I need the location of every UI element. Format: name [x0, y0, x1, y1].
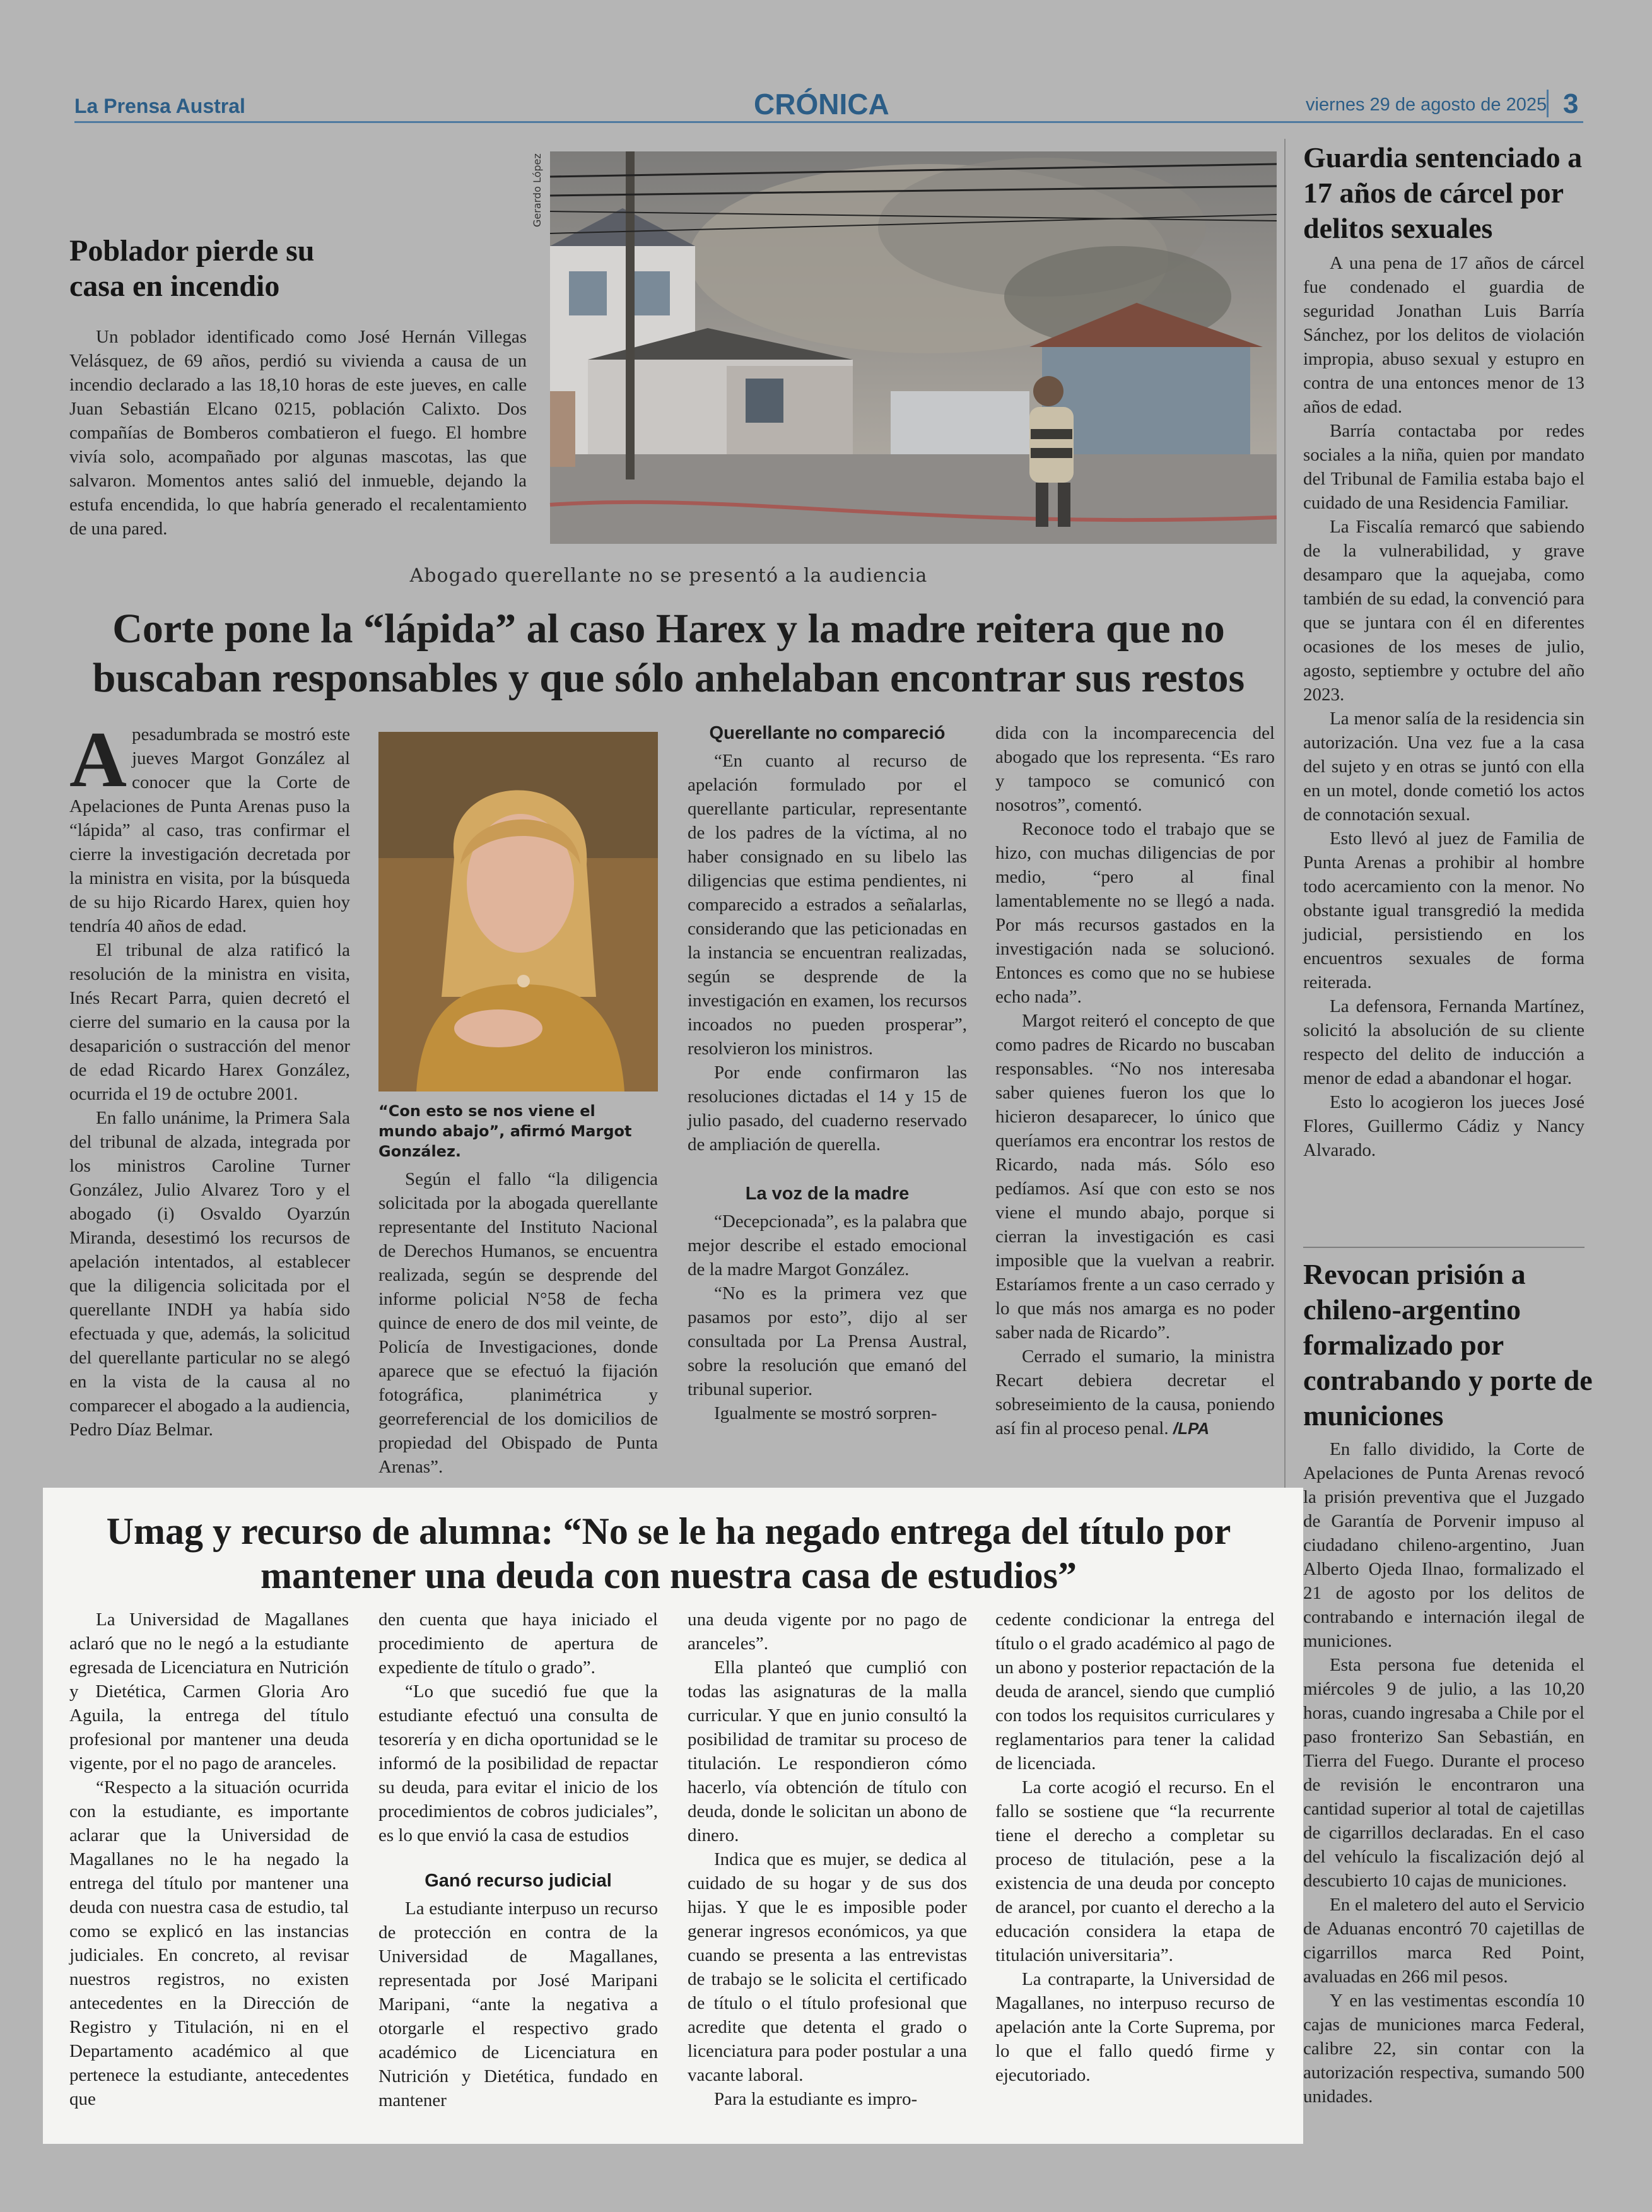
page-number: 3 [1563, 88, 1579, 119]
smuggling-headline: Revocan prisión a chileno-argentino formalizado por contrabando y porte de municiones [1303, 1258, 1593, 1432]
main-col1: Apesadumbrada se mostró este jueves Margot González al conocer que la Corte de Apelaciones de Punta Arenas puso la “lápida” al caso, tras confirmar el cierre la investigación decretada por la ministra en visita, por la búsqueda de su hijo Ricardo Harex, quien hoy tendría 40 años de edad. El tribunal de alza ratificó la resolución de la ministra en visita, Inés Recart Parra, quien decretó el cierre del sumario en la causa por la desaparición o sustracción del menor de edad Ricardo Harex González, ocurrida el 19 de octubre 2001. En fallo unánime, la Primera Sala del tribunal de alzada, integrada por los ministros Caroline Turner González, Julio Alvarez Toro y el abogado (i) Osvaldo Oyarzún Miranda, desestimó los recursos de apelación intentados, al establecer que la diligencia solicitada por el querellante INDH ya había sido efectuada y que, además, la solicitud del querellante particular no se alegó en la vista de la causa al no comparecer el abogado a la audiencia, Pedro Díaz Belmar. [69, 716, 350, 1440]
guard-body: A una pena de 17 años de cárcel fue condenado el guardia de seguridad Jonathan Luis Barría Sánchez, por los delitos de violación impropia, abuso sexual y estupro en contra de una entonces menor de 13 años de edad. Barría contactaba por redes sociales a la niña, quien por mandato del Tribunal de Familia estaba bajo el cuidado de una Residencia Familiar. La Fiscalía remarcó que sabiendo de la vulnerabilidad, y grave desamparo que la aquejaba, como también de su edad, la convenció para que se juntara con él en diferentes ocasiones de los meses de julio, agosto, septiembre y octubre del año 2023. La menor salía de la residencia sin autorización. Una vez fue a la casa del sujeto y en otras se juntó con ella en un motel, donde cometió los actos de connotación sexual. Esto llevó al juez de Familia de Punta Arenas a prohibir al hombre todo acercamiento con la menor. No obstante igual transgredió la medida judicial, persistiendo en los encuentros sexuales de forma reiterada. La defensora, Fernanda Martínez, solicitó la absolución de su cliente respecto del delito de inducción a menor de edad a abandonar el hogar. Esto lo acogieron los jueces José Flores, Guillermo Cádiz y Nancy Alvarado. [1303, 253, 1585, 1160]
publication-name: La Prensa Austral [74, 95, 245, 117]
umag-col4: cedente condicionar la entrega del título o el grado académico al pago de un abono y posterior repactación de la deuda de arancel, siendo que cumplió con todos los requisitos curriculares y reglamentarios para tener la calidad de licenciada. La corte acogió el recurso. En el fallo se sostiene que “la recurrente tiene el derecho a completar su proceso de titulación, pese a la existencia de una deuda por concepto de arancel, por cuanto el derecho a la educación considera la etapa de titulación universitaria”. La contraparte, la Universidad de Magallanes, no interpuso recurso de apelación ante la Corte Suprema, por lo que el fallo quedó firme y ejecutoriado. [995, 1609, 1275, 2085]
umag-col1: La Universidad de Magallanes aclaró que no le negó a la estudiante egresada de Licenciatura en Nutrición y Dietética, Carmen Gloria Aro Aguila, la entrega del título profesional por mantener una deuda vigente, por el no pago de aranceles. “Respecto a la situación ocurrida con la estudiante, es importante aclarar que la Universidad de Magallanes no le ha negado la entrega del título por mantener una deuda con nuestra casa de estudio, tal como se explicó en las instancias judiciales. En concreto, al revisar nuestros registros, no existen antecedentes en la Dirección de Registro y Titulación, ni en el Departamento académico al que pertenece la estudiante, antecedentes que [69, 1609, 349, 2109]
byline-signature: /LPA [1173, 1419, 1210, 1438]
main-kicker: Abogado querellante no se presentó a la audiencia [409, 565, 928, 587]
section-title: CRÓNICA [754, 88, 889, 121]
main-col4: dida con la incomparecencia del abogado que los representa. “Es raro y tampoco se comunicó con nosotros”, comentó. Reconoce todo el trabajo que se hizo, con muchas diligencias de por medio, “pero al final lamentablemente no se llegó a nada. Por más recursos gastados en la investigación nada se solucionó. Entonces es como que no se hubiese echo nada”. Margot reiteró el concepto de que como padres de Ricardo no buscaban responsables. “No nos interesaba saber quienes fueron los que lo hicieron desaparecer, lo único que queríamos era encontrar los restos de Ricardo, nada más. Sólo eso pedíamos. Así que con esto se nos viene el mundo abajo, porque si cierran la investigación es casi imposible que la vuelvan a reabrir. Estaríamos frente a un caso cerrado y lo que más nos amarga es no poder saber nada de Ricardo”. Cerrado el sumario, la ministra Recart debiera decretar el sobreseimiento de la causa, poniendo así fin al proceso penal. /LPA [995, 723, 1275, 1438]
portrait-illustration [378, 732, 658, 1091]
right-column-separator [1303, 1247, 1585, 1248]
umag-col2: den cuenta que haya iniciado el procedimiento de apertura de expediente de título o grado”. “Lo que sucedió fue que la estudiante efectuó una consulta de tesorería y en dicha oportunidad se le informó de la posibilidad de repactar su deuda, para evitar el inicio de los procedimientos de cobros judiciales”, es lo que envió la casa de estudios Ganó recurso judicial La estudiante interpuso un recurso de protección en contra de la Universidad de Magallanes, representada por José Maripani Maripani, “ante la negativa a otorgarle el respectivo grado académico de Licenciatura en Nutrición y Dietética, fundado en mantener [378, 1609, 658, 2110]
mother-caption: “Con esto se nos viene el mundo abajo”, afirmó Margot González. [378, 1102, 632, 1160]
masthead-divider [1547, 90, 1549, 117]
main-col2: Según el fallo “la diligencia solicitada por la abogada querellante representante del Instituto Nacional de Derechos Humanos, se encuentra realizada, según se desprende del informe policial N°58 de fecha quince de enero de dos mil veinte, de Policía de Investigaciones, donde aparece que se efectuó la fijación fotográfica, planimétrica y georreferencial de los domicilios de propiedad del Obispado de Punta Arenas”. [378, 1169, 658, 1477]
main-headline: Corte pone la “lápida” al caso Harex y la madre reitera que no buscaban responsables y que sólo anhelaban encontrar sus restos [92, 606, 1245, 701]
mother-photo [378, 732, 658, 1091]
umag-headline: Umag y recurso de alumna: “No se le ha negado entrega del título por mantener una deuda con nuestra casa de estudios” [106, 1510, 1231, 1596]
fire-headline: Poblador pierde su casa en incendio [69, 234, 315, 303]
fire-body: Un poblador identificado como José Hernán Villegas Velásquez, de 69 años, perdió su vivienda a causa de un incendio declarado a las 18,10 horas de este jueves, en calle Juan Sebastián Elcano 0215, población Calixto. Dos compañías de Bomberos combatieron el fuego. El hombre vivía solo, acompañado por algunas mascotas, las que salvaron. Momentos antes salió del inmueble, dejando la estufa encendida, lo que habría generado el recalentamiento de una pared. [69, 327, 527, 539]
subhead-gano-recurso: Ganó recurso judicial [425, 1871, 612, 1891]
umag-col3: una deuda vigente por no pago de aranceles”. Ella planteó que cumplió con todas las asignaturas de la malla curricular. Y que en junio consultó la posibilidad de tramitar su proceso de titulación. Le respondieron cómo hacerlo, vía obtención de título con deuda, donde le solicitan un abono de dinero. Indica que es mujer, se dedica al cuidado de su hogar y de sus dos hijas. Y que le es imposible poder generar ingresos económicos, ya que cuando se presenta a las entrevistas de trabajo se le solicita el certificado de título o el título profesional que acredite que detenta el grado o licenciatura para poder postular a una vacante laboral. Para la estudiante es impro- [688, 1609, 967, 2109]
subhead-querellante: Querellante no compareció [709, 723, 946, 743]
masthead-rule [74, 121, 1583, 123]
fire-scene-illustration [550, 151, 1277, 544]
drop-cap: A [69, 716, 127, 804]
smuggling-body: En fallo dividido, la Corte de Apelaciones de Punta Arenas revocó la prisión preventiva que el Juzgado de Garantía de Porvenir impuso al ciudadano chileno-argentino, Juan Alberto Ojeda Ilnao, formalizado el 21 de agosto por los delitos de contrabando e internación ilegal de municiones. Esta persona fue detenida el miércoles 9 de julio, a las 10,20 horas, cuando ingresaba a Chile por el paso fronterizo San Sebastián, en Tierra del Fuego. Durante el proceso de revisión le encontraron una cantidad superior al total de cajetillas de cigarrillos declaradas. En el caso del vehículo la fiscalización dejó al descubierto 10 cajas de municiones. En el maletero del auto el Servicio de Aduanas encontró 70 cajetillas de cigarrillos marca Red Point, avaluadas en 266 mil pesos. Y en las vestimentas escondía 10 cajas de municiones marca Federal, calibre 22, sin contar con la autorización respectiva, sumando 500 unidades. [1303, 1439, 1585, 2107]
main-col3: Querellante no compareció “En cuanto al recurso de apelación formulado por el querellante particular, representante de los padres de la víctima, al no haber consignado en su libelo las diligencias que estima pendientes, ni comparecido a estrados a señalarlas, considerando que las peticionadas en la instancia se encuentran realizadas, según se desprende de la investigación en examen, los recursos incoados no pueden prosperar”, resolvieron los ministros. Por ende confirmaron las resoluciones dictadas el 14 y 15 de julio pasado, del cuaderno reservado de ampliación de querella. La voz de la madre “Decepcionada”, es la palabra que mejor describe el estado emocional de la madre Margot González. “No es la primera vez que pasamos por esto”, dijo al ser consultada por La Prensa Austral, sobre la resolución que emanó del tribunal superior. Igualmente se mostró sorpren- [688, 721, 967, 1425]
fire-photo [531, 151, 1277, 544]
subhead-voz-madre: La voz de la madre [745, 1184, 910, 1204]
photo-credit: Gerardo López [531, 153, 543, 227]
issue-date: viernes 29 de agosto de 2025 [1306, 95, 1547, 115]
guard-headline: Guardia sentenciado a 17 años de cárcel por delitos sexuales [1303, 141, 1583, 244]
